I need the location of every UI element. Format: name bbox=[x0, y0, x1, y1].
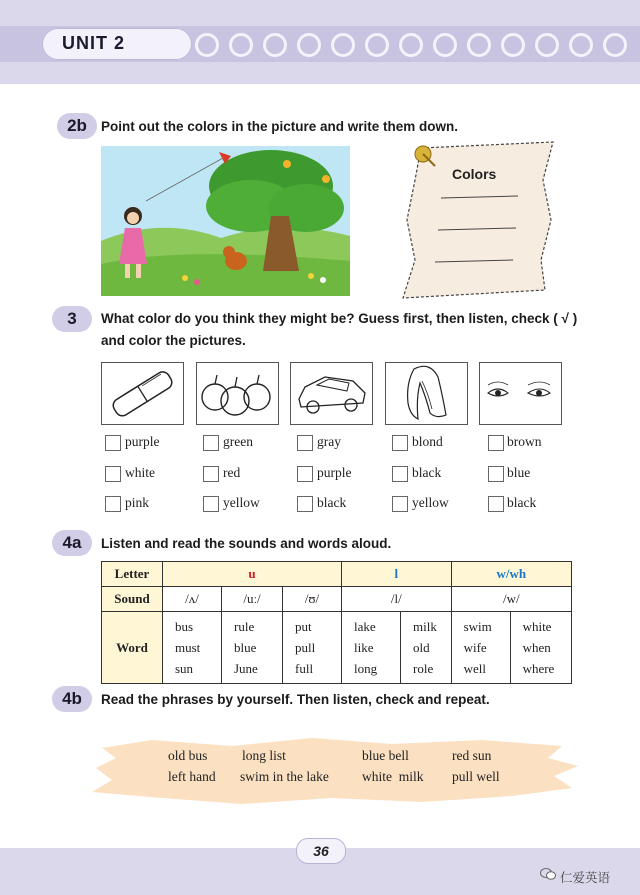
watermark-text: 仁爱英语 bbox=[560, 871, 611, 885]
option-checkbox[interactable] bbox=[297, 496, 313, 512]
option-checkbox[interactable] bbox=[297, 466, 313, 482]
phrase: red sun bbox=[452, 748, 492, 763]
instruction-4b: Read the phrases by yourself. Then listen, check and repeat. bbox=[101, 692, 490, 707]
word: sun bbox=[175, 661, 194, 676]
word: long bbox=[354, 661, 378, 676]
word: must bbox=[175, 640, 201, 655]
word: June bbox=[234, 661, 258, 676]
sound-cell: /w/ bbox=[451, 587, 571, 612]
word-column bbox=[342, 612, 401, 684]
word-column bbox=[510, 612, 571, 684]
word: blue bbox=[234, 640, 257, 655]
phrase: swim in the lake bbox=[240, 769, 329, 784]
word: swim bbox=[463, 619, 492, 634]
word-column bbox=[401, 612, 452, 684]
option-label: white bbox=[125, 465, 155, 480]
colors-paper-note bbox=[393, 140, 563, 300]
eyes-icon bbox=[480, 363, 561, 424]
option-label: black bbox=[507, 495, 537, 510]
word: white bbox=[522, 619, 552, 634]
apples-icon bbox=[197, 363, 278, 424]
phrase: left hand bbox=[168, 769, 216, 784]
phrase: long list bbox=[242, 748, 286, 763]
hair-icon bbox=[386, 363, 467, 424]
letter-cell: l bbox=[342, 562, 452, 587]
page-number: 36 bbox=[296, 838, 346, 864]
option-label: pink bbox=[125, 495, 150, 510]
option-label: black bbox=[412, 465, 442, 480]
option-checkbox[interactable] bbox=[105, 435, 121, 451]
sound-cell: /ʌ/ bbox=[163, 587, 222, 612]
instruction-2b: Point out the colors in the picture and write them down. bbox=[101, 119, 459, 134]
sound-cell: /ʊ/ bbox=[283, 587, 342, 612]
ring-decoration-icon bbox=[399, 33, 423, 57]
word: when bbox=[522, 640, 551, 655]
row-label: Letter bbox=[102, 562, 163, 587]
ring-decoration-icon bbox=[569, 33, 593, 57]
option-checkbox[interactable] bbox=[488, 466, 504, 482]
ring-decoration-icon bbox=[263, 33, 287, 57]
sound-table bbox=[101, 561, 572, 684]
car-picture bbox=[290, 362, 373, 425]
word-column bbox=[222, 612, 283, 684]
chat-bubble-icon bbox=[540, 868, 556, 880]
word: milk bbox=[413, 619, 437, 634]
sound-cell: /l/ bbox=[342, 587, 452, 612]
ring-decoration-icon bbox=[195, 33, 219, 57]
word: lake bbox=[354, 619, 376, 634]
eraser-picture bbox=[101, 362, 184, 425]
table-row bbox=[102, 612, 572, 684]
ring-decoration-icon bbox=[229, 33, 253, 57]
option-label: yellow bbox=[412, 495, 449, 510]
phrase-brush-background bbox=[92, 736, 578, 806]
option-checkbox[interactable] bbox=[105, 466, 121, 482]
hair-picture bbox=[385, 362, 468, 425]
word: full bbox=[295, 661, 314, 676]
option-checkbox[interactable] bbox=[203, 466, 219, 482]
section-badge-4b: 4b bbox=[52, 686, 92, 712]
option-checkbox[interactable] bbox=[392, 466, 408, 482]
option-checkbox[interactable] bbox=[488, 435, 504, 451]
option-label: purple bbox=[125, 434, 160, 449]
sound-cell: /uː/ bbox=[222, 587, 283, 612]
instruction-3-line1: What color do you think they might be? Guess first, then listen, check ( √ ) bbox=[101, 311, 578, 326]
word: where bbox=[522, 661, 555, 676]
phrase: pull well bbox=[452, 769, 500, 784]
option-label: purple bbox=[317, 465, 352, 480]
table-row bbox=[102, 562, 572, 587]
section-badge-2b: 2b bbox=[57, 113, 97, 139]
ring-decoration-icon bbox=[603, 33, 627, 57]
option-label: brown bbox=[507, 434, 542, 449]
ring-decoration-icon bbox=[433, 33, 457, 57]
option-label: blue bbox=[507, 465, 531, 480]
word: put bbox=[295, 619, 312, 634]
phrase: white milk bbox=[362, 769, 424, 784]
option-checkbox[interactable] bbox=[297, 435, 313, 451]
option-label: blond bbox=[412, 434, 443, 449]
row-label: Word bbox=[102, 612, 163, 684]
ring-decoration-icon bbox=[535, 33, 559, 57]
ring-decoration-icon bbox=[297, 33, 321, 57]
option-label: yellow bbox=[223, 495, 260, 510]
phrase: blue bell bbox=[362, 748, 409, 763]
option-label: gray bbox=[317, 434, 341, 449]
option-label: red bbox=[223, 465, 241, 480]
word: wife bbox=[463, 640, 487, 655]
word: rule bbox=[234, 619, 255, 634]
eyes-picture bbox=[479, 362, 562, 425]
ring-decoration-icon bbox=[331, 33, 355, 57]
section-badge-4a: 4a bbox=[52, 530, 92, 556]
instruction-3-line2: and color the pictures. bbox=[101, 333, 246, 348]
ring-decoration-icon bbox=[501, 33, 525, 57]
letter-cell: u bbox=[163, 562, 342, 587]
word: pull bbox=[295, 640, 316, 655]
word-column bbox=[163, 612, 222, 684]
option-checkbox[interactable] bbox=[392, 435, 408, 451]
option-checkbox[interactable] bbox=[105, 496, 121, 512]
option-label: green bbox=[223, 434, 253, 449]
ring-decoration-icon bbox=[467, 33, 491, 57]
eraser-icon bbox=[102, 363, 183, 424]
letter-cell: w/wh bbox=[451, 562, 571, 587]
paper-title: Colors bbox=[452, 166, 497, 182]
apples-picture bbox=[196, 362, 279, 425]
word: like bbox=[354, 640, 374, 655]
option-label: black bbox=[317, 495, 347, 510]
option-checkbox[interactable] bbox=[488, 496, 504, 512]
table-row bbox=[102, 587, 572, 612]
option-checkbox[interactable] bbox=[392, 496, 408, 512]
instruction-4a: Listen and read the sounds and words aloud. bbox=[101, 536, 392, 551]
word: old bbox=[413, 640, 430, 655]
ring-decoration-icon bbox=[365, 33, 389, 57]
option-checkbox[interactable] bbox=[203, 435, 219, 451]
unit-label: UNIT 2 bbox=[62, 33, 126, 53]
word: well bbox=[463, 661, 486, 676]
word: bus bbox=[175, 619, 194, 634]
park-scene-illustration bbox=[101, 146, 350, 296]
section-badge-3: 3 bbox=[52, 306, 92, 332]
word-column bbox=[283, 612, 342, 684]
phrase: old bus bbox=[168, 748, 208, 763]
word-column bbox=[451, 612, 510, 684]
word: role bbox=[413, 661, 434, 676]
option-checkbox[interactable] bbox=[203, 496, 219, 512]
row-label: Sound bbox=[102, 587, 163, 612]
car-icon bbox=[291, 363, 372, 424]
